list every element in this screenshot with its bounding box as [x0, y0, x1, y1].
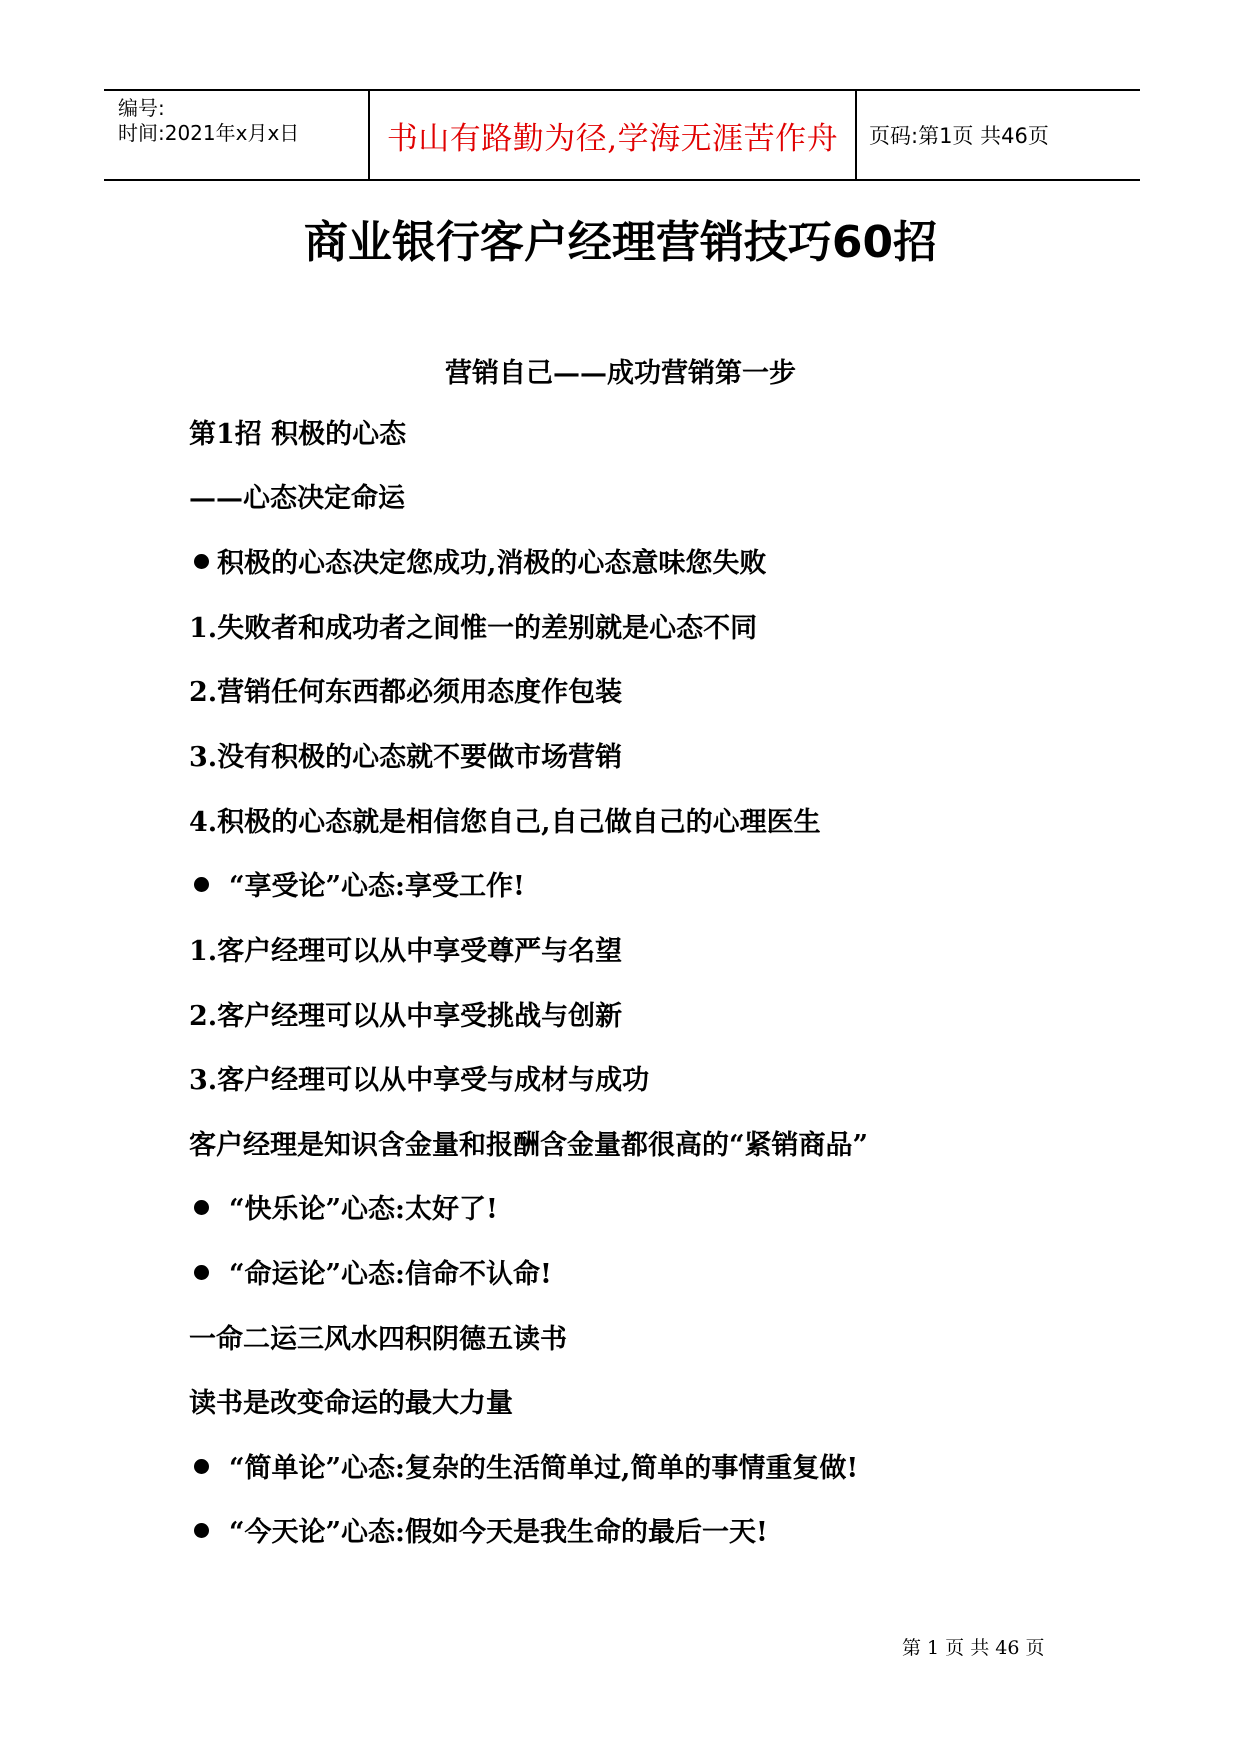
bullet-text: “快乐论”心态:太好了!: [229, 1194, 498, 1225]
page-code: 页码:第1页 共46页: [869, 124, 1049, 148]
paragraph: 读书是改变命运的最大力量: [189, 1388, 513, 1419]
header-motto-cell: [368, 91, 857, 179]
bullet-text: “享受论”心态:享受工作!: [229, 871, 525, 902]
motto: 书山有路勤为径,学海无涯苦作舟: [386, 120, 839, 157]
bullet-text: “简单论”心态:复杂的生活简单过,简单的事情重复做!: [229, 1453, 859, 1484]
header-page-code-cell: [857, 91, 1140, 179]
bullet-item: [194, 1513, 768, 1553]
list-item: 2.客户经理可以从中享受挑战与创新: [189, 1001, 623, 1032]
header-meta: [104, 91, 368, 179]
section-title: 营销自己——成功营销第一步: [445, 358, 796, 389]
bullet-text: 积极的心态决定您成功,消极的心态意味您失败: [217, 548, 767, 579]
bullet-icon: [194, 1523, 209, 1538]
bullet-item: [194, 544, 766, 584]
chapter-subheading: ——心态决定命运: [189, 483, 405, 514]
bullet-icon: [194, 1200, 209, 1215]
list-item: 1.客户经理可以从中享受尊严与名望: [189, 936, 623, 967]
paragraph: 客户经理是知识含金量和报酬含金量都很高的“紧销商品”: [189, 1130, 869, 1161]
time-label: 时间:2021年x月x日: [118, 121, 300, 145]
list-item: 1.失败者和成功者之间惟一的差别就是心态不同: [189, 613, 758, 644]
number-label: 编号:: [118, 96, 165, 120]
bullet-item: [194, 1190, 498, 1230]
list-item: 4.积极的心态就是相信您自己,自己做自己的心理医生: [189, 807, 821, 838]
bullet-icon: [194, 877, 209, 892]
document-title: 商业银行客户经理营销技巧60招: [303, 217, 938, 268]
list-item: 3.客户经理可以从中享受与成材与成功: [189, 1065, 650, 1096]
bullet-item: [194, 1449, 858, 1489]
list-item: 3.没有积极的心态就不要做市场营销: [189, 742, 623, 773]
chapter-heading: 第1招 积极的心态: [189, 419, 407, 450]
bullet-text: “今天论”心态:假如今天是我生命的最后一天!: [229, 1517, 768, 1548]
paragraph: 一命二运三风水四积阴德五读书: [189, 1324, 567, 1355]
bullet-icon: [194, 1265, 209, 1280]
bullet-icon: [194, 554, 209, 569]
page-header: [104, 89, 1140, 181]
page-footer: 第 1 页 共 46 页: [902, 1637, 1045, 1659]
bullet-icon: [194, 1459, 209, 1474]
bullet-item: [194, 867, 525, 907]
bullet-item: [194, 1255, 552, 1295]
list-item: 2.营销任何东西都必须用态度作包装: [189, 677, 623, 708]
bullet-text: “命运论”心态:信命不认命!: [229, 1259, 552, 1290]
